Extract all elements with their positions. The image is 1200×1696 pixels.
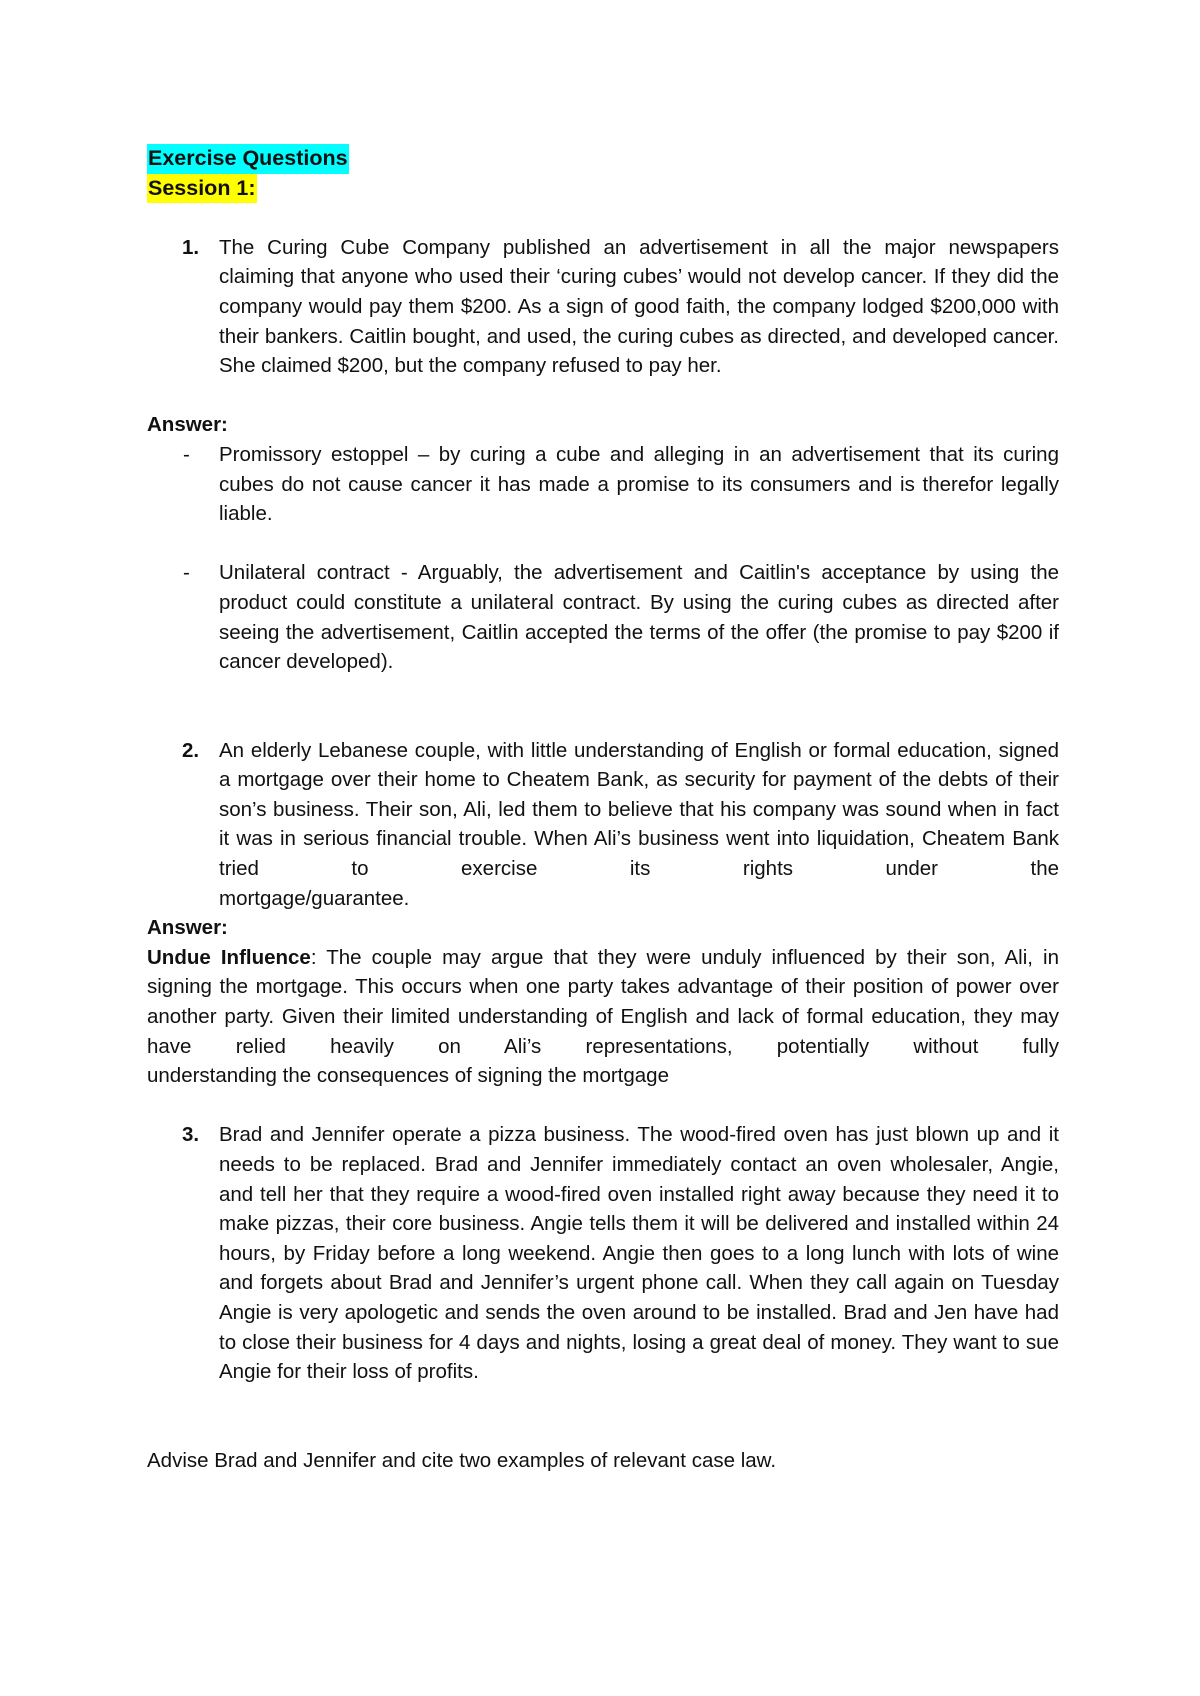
question-1-text: The Curing Cube Company published an advertisement in all the major newspapers claiming that anyone who used their ‘curing cubes’ would not develop cancer. If they did the company would pay them $200. As a sign of good faith, the company lodged $200,000 with their bankers. Caitlin bought, and used, the curing cubes as directed, and developed cancer. She claimed $200, but the company refused to pay her. bbox=[219, 235, 1059, 378]
bullet-dash: - bbox=[183, 442, 190, 466]
question-2-last-line: mortgage/guarantee. bbox=[219, 886, 410, 910]
answer-2-colon: : bbox=[310, 945, 317, 969]
answer-1-label: Answer: bbox=[147, 413, 228, 437]
question-1-number: 1. bbox=[182, 235, 200, 259]
closing-instruction: Advise Brad and Jennifer and cite two examples of relevant case law. bbox=[147, 1448, 777, 1472]
answer-1-bullet-2 bbox=[147, 558, 1059, 676]
answer-2-last-line: understanding the consequences of signing the mortgage bbox=[147, 1064, 669, 1088]
question-3-text: Brad and Jennifer operate a pizza business. The wood-fired oven has just blown up and it needs to be replaced. Brad and Jennifer immediately contact an oven wholesaler, Angie, and tell her that they require a wood-fired oven installed right away because they need it to make pizzas, their core business. Angie tells them it will be delivered and installed within 24 hours, by Friday before a long weekend. Angie then goes to a long lunch with lots of wine and forgets about Brad and Jennifer’s urgent phone call. When they call again on Tuesday Angie is very apologetic and sends the oven around to be installed. Brad and Jen have had to close their business for 4 days and nights, losing a great deal of money. They want to sue Angie for their loss of profits. bbox=[219, 1123, 1059, 1384]
document-content bbox=[147, 144, 1059, 1475]
bullet-dash: - bbox=[183, 561, 190, 585]
question-2-number: 2. bbox=[182, 738, 200, 762]
answer-2-paragraph bbox=[147, 943, 1059, 1091]
answer-1-bullet-1-text: Promissory estoppel – by curing a cube and alleging in an advertisement that its curing cubes do not cause cancer it has made a promise to its consumers and is therefor legally liable. bbox=[219, 442, 1059, 526]
answer-2-label: Answer: bbox=[147, 916, 228, 940]
question-2-text: An elderly Lebanese couple, with little understanding of English or formal education, signed a mortgage over their home to Cheatem Bank, as security for payment of the debts of their son’s business. Their son, Ali, led them to believe that his company was sound when in fact it was in serious financial trouble. When Ali’s business went into liquidation, Cheatem Bank tried to exercise its rights under the bbox=[219, 738, 1059, 881]
question-3 bbox=[147, 1120, 1059, 1386]
answer-1-bullet-1 bbox=[147, 440, 1059, 529]
answer-2-term: Undue Influence bbox=[147, 945, 311, 969]
question-2 bbox=[147, 736, 1059, 914]
document-title: Exercise Questions bbox=[147, 144, 349, 174]
answer-2-text: The couple may argue that they were unduly influenced by their son, Ali, in signing the mortgage. This occurs when one party takes advantage of their position of power over another party. Given their limited understanding of English and lack of formal education, they may have relied heavily on Ali’s representations, potentially without fully bbox=[147, 945, 1059, 1058]
question-3-number: 3. bbox=[182, 1123, 200, 1147]
answer-1-bullet-2-text: Unilateral contract - Arguably, the advertisement and Caitlin's acceptance by using the product could constitute a unilateral contract. By using the curing cubes as directed after seeing the advertisement, Caitlin accepted the terms of the offer (the promise to pay $200 if cancer developed). bbox=[219, 561, 1059, 674]
session-heading: Session 1: bbox=[147, 174, 257, 204]
question-1 bbox=[147, 233, 1059, 381]
